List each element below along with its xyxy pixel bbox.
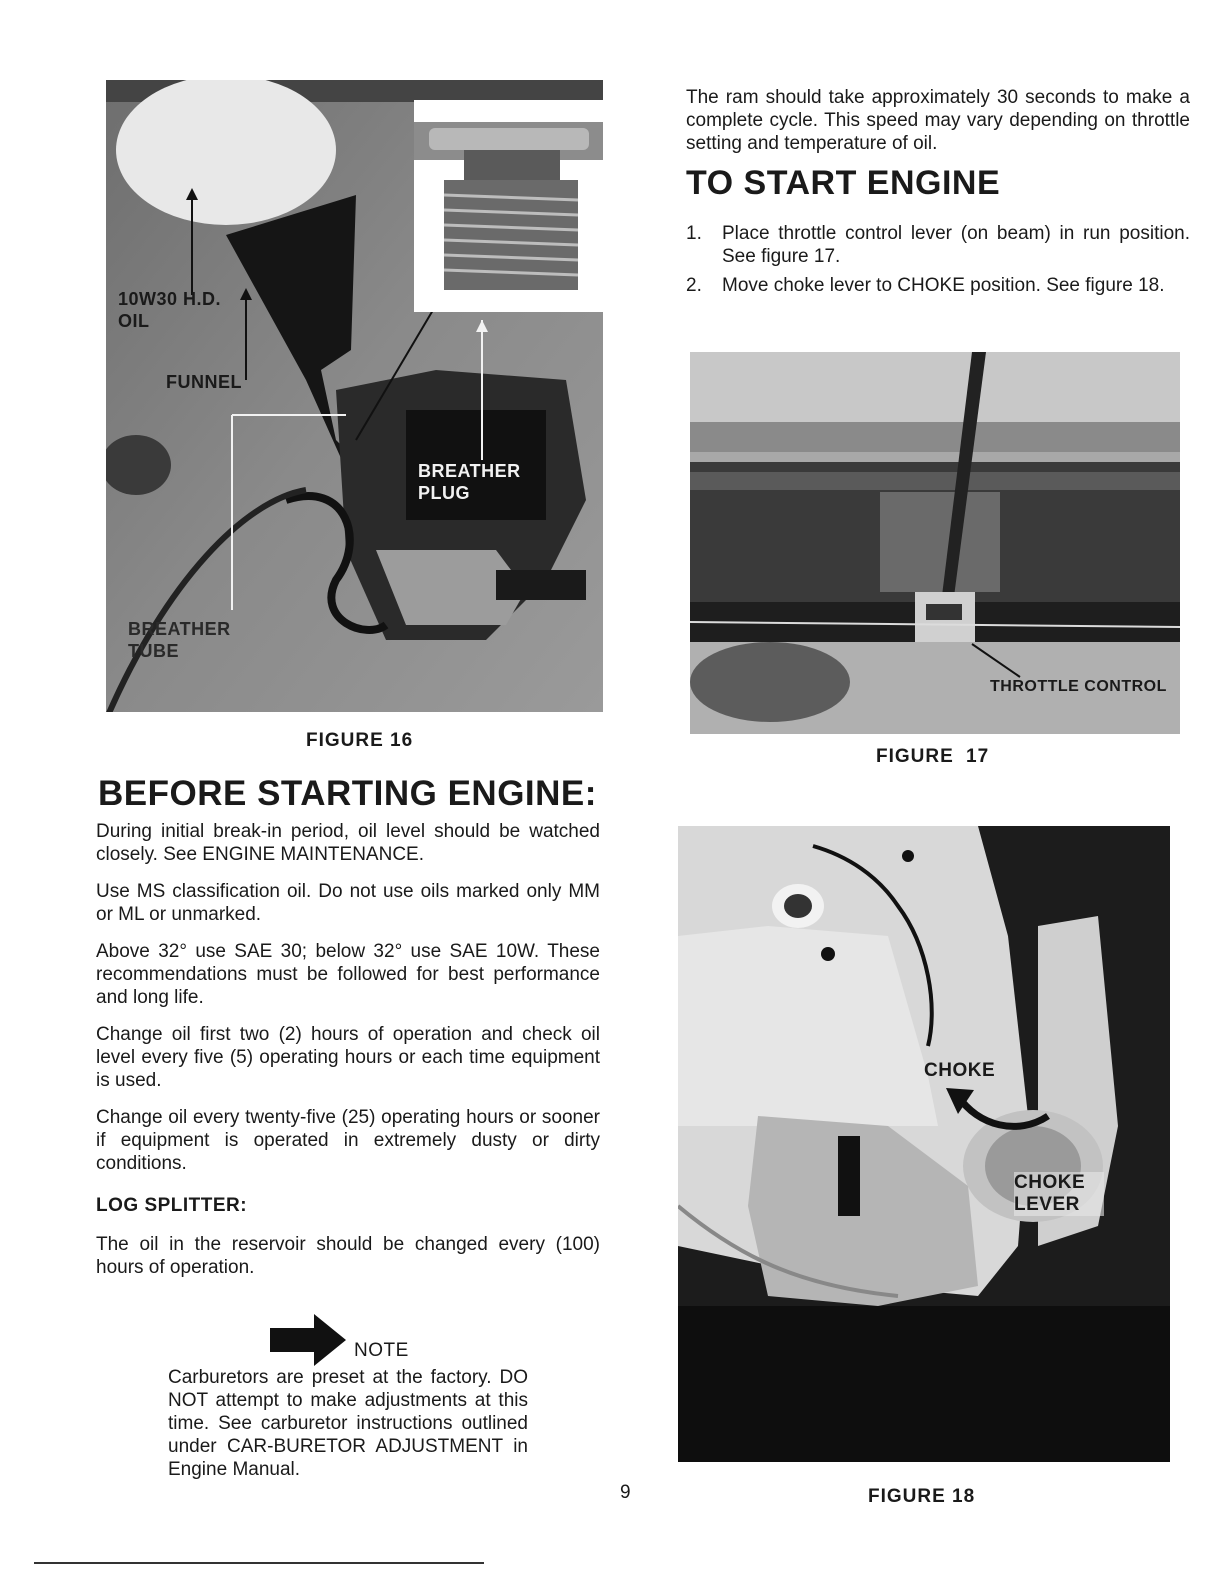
bottom-rule (34, 1562, 484, 1564)
label-choke: CHOKE (924, 1060, 996, 1081)
step-1-number: 1. (686, 223, 702, 244)
step-2-number: 2. (686, 275, 702, 296)
figure-17-photo (690, 352, 1180, 734)
step-2-text: Move choke lever to CHOKE position. See figure 18. (722, 275, 1165, 296)
paragraph-change-oil-25: Change oil every twenty-five (25) operating hours or sooner if equipment is operated in extremely dusty or dirty conditions. (96, 1107, 600, 1174)
paragraph-log-splitter: The oil in the reservoir should be changed every (100) hours of operation. (96, 1234, 600, 1278)
figure-18-caption: FIGURE 18 (868, 1486, 976, 1507)
note-arrow-icon (270, 1314, 346, 1366)
to-start-engine-heading: TO START ENGINE (686, 164, 1001, 202)
note-title: NOTE (354, 1340, 409, 1361)
paragraph-break-in: During initial break-in period, oil level should be watched closely. See ENGINE MAINTENANCE. (96, 821, 600, 865)
paragraph-change-oil-first: Change oil first two (2) hours of operation and check oil level every five (5) operating hours or each time equipment is used. (96, 1024, 600, 1091)
label-oil: 10W30 H.D. OIL (118, 289, 222, 331)
figure-16-photo (106, 80, 603, 712)
figure-18-photo (678, 826, 1170, 1462)
ram-cycle-paragraph: The ram should take approximately 30 seconds to make a complete cycle. This speed may vary depending on throttle setting and temperature of oil. (686, 87, 1190, 154)
figure-16-caption: FIGURE 16 (306, 730, 414, 751)
step-1-text: Place throttle control lever (on beam) in run position. See figure 17. (722, 223, 1190, 267)
label-breather-tube: BREATHER TUBE (128, 619, 231, 661)
step-1 (686, 222, 1190, 268)
page-number: 9 (620, 1482, 631, 1503)
label-choke-lever: CHOKE LEVER (1014, 1172, 1104, 1216)
figure-16-inset (414, 100, 603, 312)
label-funnel: FUNNEL (166, 372, 242, 392)
label-breather-plug: BREATHER PLUG (418, 461, 521, 503)
figure-17-caption: FIGURE 17 (876, 746, 990, 767)
paragraph-oil-class: Use MS classification oil. Do not use oils marked only MM or ML or unmarked. (96, 881, 600, 925)
paragraph-sae: Above 32° use SAE 30; below 32° use SAE 10W. These recommendations must be followed for best performance and long life. (96, 941, 600, 1008)
label-throttle-control: THROTTLE CONTROL (990, 678, 1167, 695)
before-starting-heading: BEFORE STARTING ENGINE: (98, 774, 597, 813)
log-splitter-heading: LOG SPLITTER: (96, 1195, 248, 1216)
left-paragraphs (96, 820, 600, 1279)
note-text: Carburetors are preset at the factory. DO NOT attempt to make adjustments at this time. See carburetor instructions outlined under CAR-BURETOR ADJUSTMENT in Engine Manual. (168, 1367, 528, 1480)
step-2 (686, 274, 1190, 297)
